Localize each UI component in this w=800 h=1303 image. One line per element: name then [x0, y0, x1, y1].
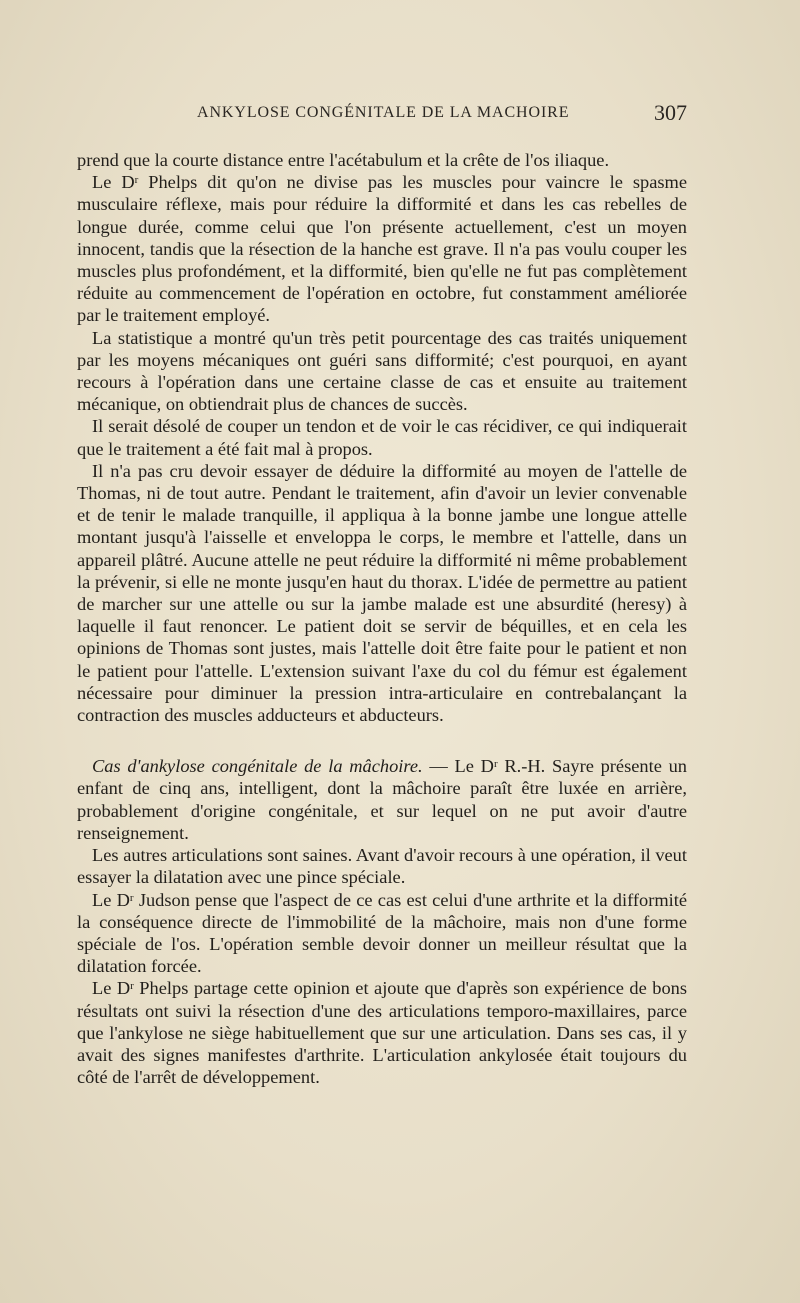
paragraph-statistics: La statistique a montré qu'un très petit pourcentage des cas traités uniquement par les moyens mécaniques ont guéri sans difformité; c'est pourquoi, en ayant recours à l'opération dans une certaine classe de cas et ensuite au traitement mécanique, on obtiendrait plus de chances de succès. — [77, 327, 687, 415]
paragraph-case-ankylosis: Cas d'ankylose congénitale de la mâchoire. — Le $D^r$ R.-H. Sayre présente un enfant de cinq ans, intelligent, dont la mâchoire paraît être luxée en arrière, probablement d'origine congénitale, et sur lequel on ne put avoir d'autre renseignement. — [77, 756, 687, 843]
paragraph-phelps-muscles: Le $D^r$ Phelps dit qu'on ne divise pas les muscles pour vaincre le spasme musculaire réflexe, mais pour réduire la difformité et dans les cas rebelles de longue durée, comme celui que l'on présente actuellement, c'est un moyen innocent, tandis que la résection de la hanche est grave. Il n'a pas voulu couper les muscles plus profondément, et la difformité, bien qu'elle ne fut pas complètement réduite au commencement de l'opération en octobre, fut constamment améliorée par le traitement employé. — [77, 172, 687, 326]
paragraph-phelps-resection: Le $D^r$ Phelps partage cette opinion et ajoute que d'après son expérience de bons résultats ont suivi la résection d'une des articulations temporo-maxillaires, parce que l'ankylose ne siège habituellement que sur une articulation. Dans ses cas, il y avait des signes manifestes d'arthrite. L'articulation ankylosée était toujours du côté de l'arrêt de développement. — [77, 978, 687, 1088]
paragraph-tendon: Il serait désolé de couper un tendon et de voir le cas récidiver, ce qui indiquerait que le traitement a été fait mal à propos. — [77, 416, 687, 459]
paragraph-continuation: prend que la courte distance entre l'acétabulum et la crête de l'os iliaque. — [77, 150, 610, 170]
paragraph-other-joints: Les autres articulations sont saines. Avant d'avoir recours à une opération, il veut essayer la dilatation avec une pince spéciale. — [77, 845, 687, 888]
page-header — [77, 100, 687, 132]
running-title: ANKYLOSE CONGÉNITALE DE LA MACHOIRE — [197, 104, 570, 121]
case-title: Cas d'ankylose congénitale de la mâchoire. — [92, 756, 423, 777]
page-number: 307 — [654, 100, 687, 125]
paragraph-judson: Le $D^r$ Judson pense que l'aspect de ce cas est celui d'une arthrite et la difformité la conséquence directe de l'immobilité de la mâchoire, mais non d'une forme spéciale de l'os. L'opération semble devoir donner un meilleur résultat que la dilatation forcée. — [77, 889, 688, 977]
paragraph-thomas-splint: Il n'a pas cru devoir essayer de déduire la difformité au moyen de l'attelle de Thomas, ni de tout autre. Pendant le traitement, afin d'avoir un levier convenable et de tenir le malade tranquille, il appliqua à la bonne jambe une longue attelle montant jusqu'à l'aisselle et enveloppa le corps, le membre et l'attelle, dans un appareil plâtré. Aucune attelle ne peut réduire la difformité ni même probablement la prévenir, si elle ne monte jusqu'en haut du thorax. L'idée de permettre au patient de marcher sur une attelle ou sur la jambe malade est une absurdité (heresy) à laquelle il faut renoncer. Le patient doit se servir de béquilles, et en cela les opinions de Thomas sont justes, mais l'attelle doit être faite pour le patient et non le patient pour l'attelle. L'extension suivant l'axe du col du fémur est également nécessaire pour diminuer la pression intra-articulaire en contrebalançant la contraction des muscles adducteurs et abducteurs. — [77, 460, 687, 726]
body-text — [77, 149, 687, 1088]
